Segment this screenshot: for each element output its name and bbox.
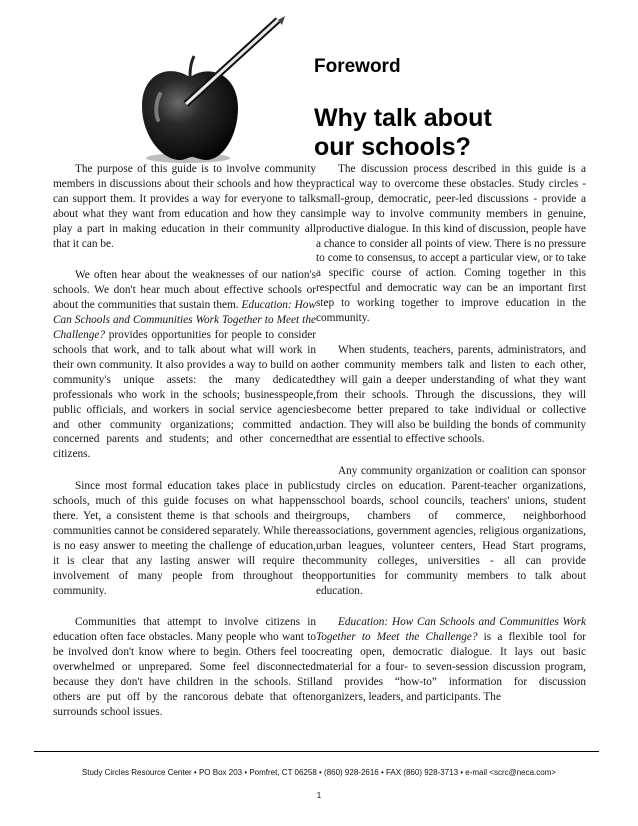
page-title: [314, 104, 614, 162]
left-paragraph-1: The purpose of this guide is to involve community members in discussions about their schools and how they can support them. It provides a way for everyone to talk about what they want from education and how they can play a part in making education in their community all that it can be.: [53, 163, 316, 250]
left-column: [53, 162, 316, 720]
footer-divider: [34, 751, 599, 752]
page-title-line-2: our schools?: [314, 133, 471, 161]
right-paragraph-4: [316, 615, 586, 704]
right-paragraph-2: When students, teachers, parents, administrators, and other community members talk and listen to each other, they will gain a deeper understanding of what they want from their schools. Through the discussions, they will become better prepared to take individual or collective action. They will also be building the bonds of community that are essential to effective schools.: [316, 343, 586, 446]
header-block: [314, 56, 614, 161]
left-paragraph-3: Since most formal education takes place in public schools, much of this guide focuses on what happens there. Yet, a consistent theme is that schools and their communities cannot be considered separately. While there is no easy answer to meeting the challenge of education, it is clear that any lasting answer will require the involvement of many people from throughout the community.: [53, 480, 316, 597]
right-column: [316, 162, 586, 705]
guide-title-reference: Education: How Can Schools and Communities Work Together to Meet the Challenge?: [316, 616, 586, 644]
left-paragraph-2: [53, 268, 316, 462]
right-paragraph-4-text: is a flexible tool for creating open, democratic dialogue. It lays out basic material for a four- to seven-session discussion program, and provides “how-to” information for discussion organizers, leaders, and participants. The: [316, 631, 586, 703]
left-paragraph-4: Communities that attempt to involve citizens in education often face obstacles. Many people who want to be involved don't know where to begin. Others feel too overwhelmed or unprepared. Some feel disconnected because they don't have children in the schools. Still others are put off by the rancorous debate that often surrounds school issues.: [53, 616, 316, 718]
right-paragraph-3: Any community organization or coalition can sponsor study circles on education. Parent-teacher organizations, school boards, school councils, teachers' unions, student groups, chambers of commerce, neighborhood associations, government agencies, religious organizations, urban leagues, volunteer centers, Head Start programs, community colleges, universities - all can provide opportunities for community members to talk about education.: [316, 465, 586, 597]
footer-contact: Study Circles Resource Center • PO Box 203 • Pomfret, CT 06258 • (860) 928-2616 • FAX (860) 928-3713 • e-mail <scrc@neca.com>: [81, 768, 557, 777]
page-number: 1: [316, 791, 322, 800]
guide-title-reference: Education: How Can Schools and Communities Work Together to Meet the Challenge?: [53, 299, 316, 342]
apple-with-pencil-icon: [128, 16, 288, 166]
right-paragraph-1: The discussion process described in this guide is a practical way to overcome these obstacles. Study circles - small-group, democratic, peer-led discussions - provide a simple way to involve community members in genuine, productive dialogue. In this kind of discussion, people have a chance to consider all points of view. There is no pressure to come to consensus, to accept a particular view, or to take a specific course of action. Coming together in this respectful and democratic way can be an important first step to working together to improve education in the community.: [316, 163, 586, 325]
page-title-line-1: Why talk about: [314, 104, 492, 132]
left-paragraph-2-text-a: We often hear about the weaknesses of our nation's schools. We don't hear much about effective schools or about the communities that sustain them.: [53, 269, 316, 312]
section-kicker: Foreword: [314, 56, 401, 77]
left-paragraph-2-text-b: provides opportunities for people to consider schools that work, and to talk about what will work in their own community. It also provides a way to build on a community's unique assets: the many dedicated professionals who work in the schools; businesspeople, public officials, and workers in social service agencies and other community organizations; committed and concerned parents and students; and other concerned citizens.: [53, 329, 316, 461]
